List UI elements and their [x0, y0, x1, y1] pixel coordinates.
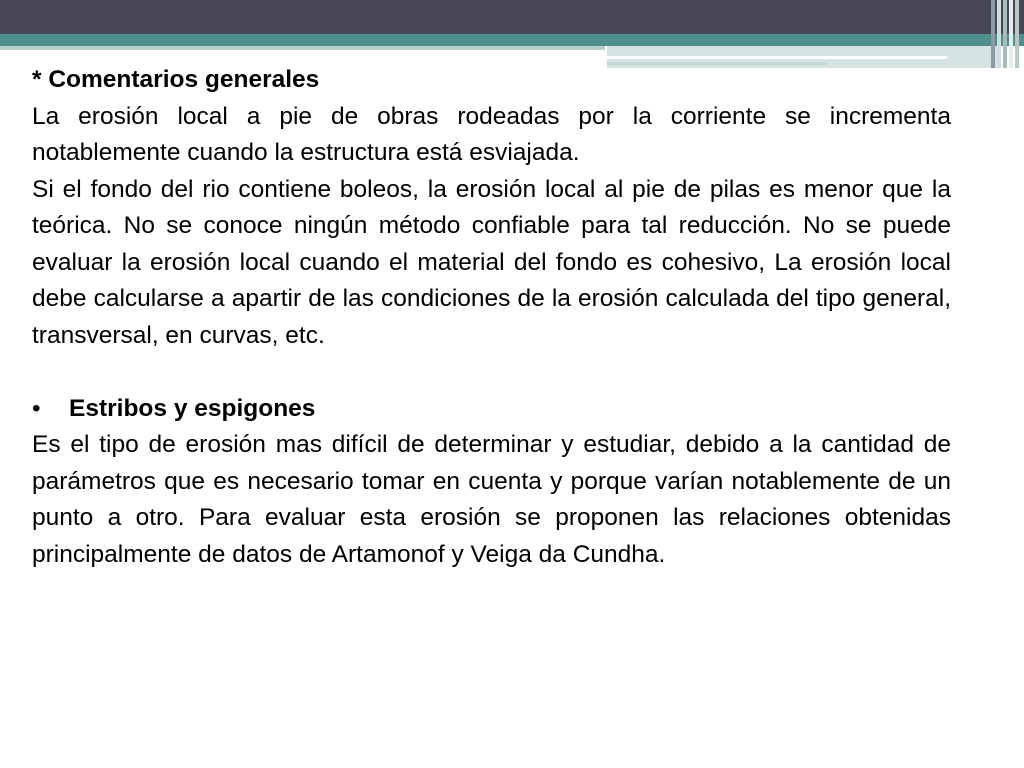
header-accent-line [0, 46, 605, 50]
slide-content [32, 62, 951, 573]
bullet-item [32, 391, 951, 428]
bullet-icon: • [32, 394, 41, 422]
section-heading: * Comentarios generales [32, 66, 320, 93]
header-band-teal [0, 34, 1024, 46]
vertical-bar [1009, 0, 1013, 68]
spacer [32, 354, 951, 391]
header-vertical-bars [989, 0, 1024, 68]
paragraph: Si el fondo del rio contiene boleos, la erosión local al pie de pilas es menor que la teórica. No se conoce ningún método confiable para tal reducción. No se puede evaluar la erosión local cuando el material del fondo es cohesivo, La erosión local debe calcularse a apartir de las condiciones de la erosión calculada del tipo general, transversal, en curvas, etc. [32, 175, 951, 349]
paragraph: Es el tipo de erosión mas difícil de determinar y estudiar, debido a la cantidad de parámetros que es necesario tomar en cuenta y porque varían notablemente de un punto a otro. Para evaluar esta erosión se proponen las relaciones obtenidas principalmente de datos de Artamonof y Veiga da Cundha. [32, 431, 951, 568]
vertical-bar [997, 0, 1001, 68]
vertical-bar [1015, 0, 1019, 68]
header-accent-line [607, 56, 947, 59]
paragraph: La erosión local a pie de obras rodeadas por la corriente se incrementa notablemente cuando la estructura está esviajada. [32, 102, 951, 166]
bullet-heading: Estribos y espigones [69, 394, 316, 422]
header-band-dark [0, 0, 1024, 34]
vertical-bar [1003, 0, 1007, 68]
vertical-bar [991, 0, 995, 68]
